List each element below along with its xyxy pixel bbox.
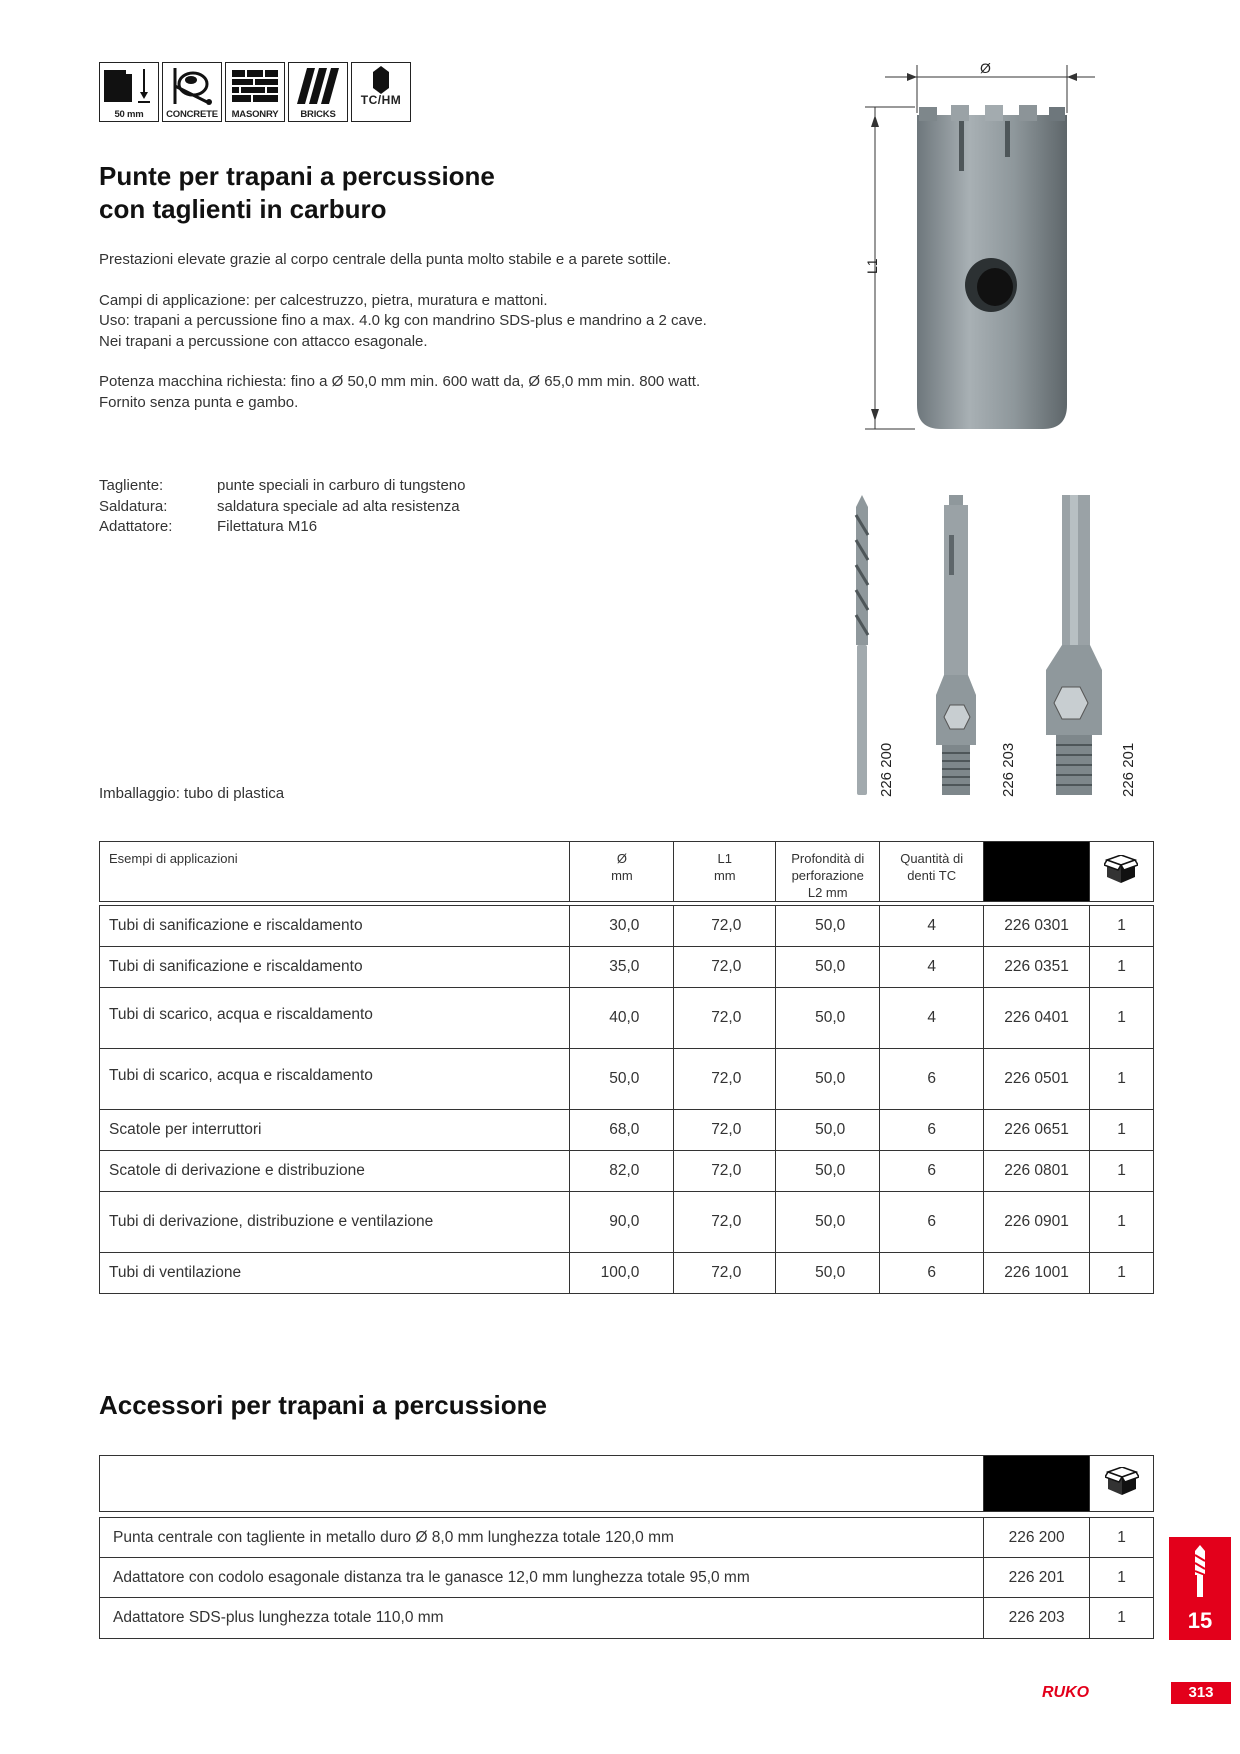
power-line: Potenza macchina richiesta: fino a Ø 50,0 mm min. 600 watt da, Ø 65,0 mm min. 800 watt. <box>99 373 701 390</box>
product-description <box>99 250 779 413</box>
box-icon <box>1105 1467 1139 1497</box>
icon-label: 50 mm <box>114 109 144 120</box>
cell-pack-qty: 1 <box>1090 1558 1154 1598</box>
drill-bit-icon <box>1191 1545 1209 1597</box>
cell-description: Adattatore con codolo esagonale distanza tra le ganasce 12,0 mm lunghezza totale 95,0 mm <box>100 1558 984 1598</box>
col-teeth-line: denti TC <box>907 868 957 883</box>
cell-application: Tubi di derivazione, distribuzione e ventilazione <box>100 1192 570 1253</box>
roof-tiles-icon <box>293 66 343 106</box>
table-row[interactable] <box>100 906 1154 947</box>
spec-value: punte speciali in carburo di tungsteno <box>217 477 466 494</box>
concrete-badge <box>162 62 222 122</box>
cell-depth: 50,0 <box>776 1110 880 1151</box>
cell-application: Tubi di scarico, acqua e riscaldamento <box>100 1049 570 1110</box>
cell-description: Punta centrale con tagliente in metallo duro Ø 8,0 mm lunghezza totale 120,0 mm <box>100 1518 984 1558</box>
cell-diameter: 40,0 <box>570 988 674 1049</box>
cell-pack-qty: 1 <box>1090 988 1154 1049</box>
col-diameter <box>570 842 674 902</box>
cell-pack-qty: 1 <box>1090 1151 1154 1192</box>
col-l1-unit: mm <box>713 868 736 883</box>
tc-hm-badge <box>351 62 411 122</box>
core-bit-table <box>99 905 1154 1294</box>
core-bit-diagram <box>855 55 1105 445</box>
table-row[interactable] <box>100 1558 1154 1598</box>
section-number: 15 <box>1187 1608 1213 1633</box>
cell-diameter: 50,0 <box>570 1049 674 1110</box>
col-l1-line: L1 <box>717 851 733 866</box>
cell-article-code: 226 0301 <box>984 906 1090 947</box>
accessories-title <box>99 1389 547 1422</box>
cell-depth: 50,0 <box>776 947 880 988</box>
cell-l1: 72,0 <box>674 1151 776 1192</box>
product-title <box>99 160 495 226</box>
cell-depth: 50,0 <box>776 906 880 947</box>
cell-application: Tubi di sanificazione e riscaldamento <box>100 906 570 947</box>
cell-pack-qty: 1 <box>1090 1518 1154 1558</box>
pilot-drill-drawing <box>856 495 868 795</box>
usage-line: Nei trapani a percussione con attacco esagonale. <box>99 332 428 350</box>
col-pack-qty <box>1089 842 1153 902</box>
spec-row <box>99 517 466 538</box>
col-depth-line: Profondità di <box>791 851 865 866</box>
col-teeth-line: Quantità di <box>900 851 964 866</box>
cell-article-code: 226 203 <box>984 1598 1090 1639</box>
cell-article-code: 226 0801 <box>984 1151 1090 1192</box>
table-row[interactable] <box>100 1192 1154 1253</box>
product-title-line-2: con taglienti in carburo <box>99 194 387 224</box>
cell-teeth: 6 <box>880 1049 984 1110</box>
icon-label: BRICKS <box>300 109 336 120</box>
table-row[interactable] <box>100 1518 1154 1558</box>
cell-diameter: 35,0 <box>570 947 674 988</box>
concrete-mixer-icon <box>167 66 217 106</box>
table-row[interactable] <box>100 1110 1154 1151</box>
cell-l1: 72,0 <box>674 1110 776 1151</box>
page-number: 313 <box>1171 1682 1231 1704</box>
cell-pack-qty: 1 <box>1090 1598 1154 1639</box>
accessory-code-226-201: 226 201 <box>1120 742 1137 797</box>
section-tab[interactable] <box>1169 1537 1231 1640</box>
spec-key: Adattatore: <box>99 518 173 535</box>
spec-value: Filettatura M16 <box>217 518 318 535</box>
spec-list <box>99 476 466 538</box>
carbide-tooth-icon <box>356 66 406 94</box>
cell-application: Tubi di sanificazione e riscaldamento <box>100 947 570 988</box>
col-diameter-line: Ø <box>616 851 627 866</box>
box-icon <box>1104 855 1138 885</box>
length-label: L1 <box>864 258 880 274</box>
cell-depth: 50,0 <box>776 1049 880 1110</box>
col-article-code <box>984 842 1090 902</box>
cell-article-code: 226 0651 <box>984 1110 1090 1151</box>
brand-logo: RUKO <box>1042 1684 1090 1701</box>
cell-teeth: 6 <box>880 1151 984 1192</box>
col-depth-line: perforazione <box>791 868 864 883</box>
intro-text: Prestazioni elevate grazie al corpo centrale della punta molto stabile e a parete sottile. <box>99 251 671 268</box>
cell-diameter: 68,0 <box>570 1110 674 1151</box>
cell-article-code: 226 0901 <box>984 1192 1090 1253</box>
col-description <box>100 1456 984 1512</box>
spec-key: Saldatura: <box>99 497 168 515</box>
cell-depth: 50,0 <box>776 1192 880 1253</box>
cell-teeth: 6 <box>880 1192 984 1253</box>
col-pack-qty <box>1090 1456 1154 1512</box>
cell-pack-qty: 1 <box>1090 1110 1154 1151</box>
cell-application: Tubi di ventilazione <box>100 1253 570 1294</box>
core-bit-table-header <box>99 841 1154 902</box>
cell-pack-qty: 1 <box>1090 1049 1154 1110</box>
cell-article-code: 226 0501 <box>984 1049 1090 1110</box>
cell-pack-qty: 1 <box>1090 906 1154 947</box>
depth-50mm-badge <box>99 62 159 122</box>
cell-l1: 72,0 <box>674 1253 776 1294</box>
table-row[interactable] <box>100 1049 1154 1110</box>
cell-l1: 72,0 <box>674 947 776 988</box>
packaging-text: Imballaggio: tubo di plastica <box>99 785 285 802</box>
cell-article-code: 226 200 <box>984 1518 1090 1558</box>
col-application: Esempi di applicazioni <box>100 842 570 902</box>
icon-label: TC/HM <box>360 93 402 107</box>
cell-article-code: 226 201 <box>984 1558 1090 1598</box>
usage-line: Campi di applicazione: per calcestruzzo, pietra, muratura e mattoni. <box>99 291 548 309</box>
icon-label: CONCRETE <box>166 109 218 120</box>
accessory-code-226-203: 226 203 <box>1000 742 1017 797</box>
bricks-badge <box>288 62 348 122</box>
table-row[interactable] <box>100 988 1154 1049</box>
cell-application: Scatole di derivazione e distribuzione <box>100 1151 570 1192</box>
col-l1 <box>674 842 776 902</box>
masonry-bricks-icon <box>230 66 280 106</box>
cell-diameter: 82,0 <box>570 1151 674 1192</box>
cell-l1: 72,0 <box>674 1049 776 1110</box>
cell-depth: 50,0 <box>776 1253 880 1294</box>
table-row[interactable] <box>100 1598 1154 1639</box>
cell-teeth: 6 <box>880 1253 984 1294</box>
col-article-code <box>984 1456 1090 1512</box>
cell-description: Adattatore SDS-plus lunghezza totale 110,0 mm <box>100 1598 984 1639</box>
spec-value: saldatura speciale ad alta resistenza <box>217 497 460 515</box>
spec-row <box>99 476 466 497</box>
cell-application: Tubi di scarico, acqua e riscaldamento <box>100 988 570 1049</box>
hex-shank-adapter-drawing <box>1046 495 1102 795</box>
cell-diameter: 100,0 <box>570 1253 674 1294</box>
accessories-heading: Accessori per trapani a percussione <box>99 1390 547 1420</box>
spec-key: Tagliente: <box>99 477 164 494</box>
cell-diameter: 90,0 <box>570 1192 674 1253</box>
col-depth-unit: L2 mm <box>807 885 848 900</box>
power-line: Fornito senza punta e gambo. <box>99 393 299 411</box>
col-teeth <box>880 842 984 902</box>
accessories-table <box>99 1517 1154 1639</box>
cell-diameter: 30,0 <box>570 906 674 947</box>
table-row[interactable] <box>100 947 1154 988</box>
table-row[interactable] <box>100 1151 1154 1192</box>
col-diameter-unit: mm <box>611 868 633 883</box>
cell-l1: 72,0 <box>674 1192 776 1253</box>
col-depth <box>776 842 880 902</box>
usage-line: Uso: trapani a percussione fino a max. 4.0 kg con mandrino SDS-plus e mandrino a 2 cave. <box>99 312 707 329</box>
cell-l1: 72,0 <box>674 988 776 1049</box>
cell-teeth: 6 <box>880 1110 984 1151</box>
sds-plus-adapter-drawing <box>936 495 976 795</box>
cell-teeth: 4 <box>880 947 984 988</box>
diameter-label: Ø <box>980 60 991 76</box>
icon-label: MASONRY <box>231 109 279 120</box>
masonry-badge <box>225 62 285 122</box>
cell-depth: 50,0 <box>776 1151 880 1192</box>
cell-l1: 72,0 <box>674 906 776 947</box>
cell-application: Scatole per interruttori <box>100 1110 570 1151</box>
cell-pack-qty: 1 <box>1090 1192 1154 1253</box>
cell-pack-qty: 1 <box>1090 1253 1154 1294</box>
cell-article-code: 226 1001 <box>984 1253 1090 1294</box>
accessories-table-header <box>99 1455 1154 1512</box>
cell-article-code: 226 0401 <box>984 988 1090 1049</box>
spec-row <box>99 497 466 518</box>
product-title-line-1: Punte per trapani a percussione <box>99 161 495 191</box>
cell-article-code: 226 0351 <box>984 947 1090 988</box>
accessory-code-226-200: 226 200 <box>878 742 895 797</box>
cell-depth: 50,0 <box>776 988 880 1049</box>
cell-teeth: 4 <box>880 988 984 1049</box>
table-row[interactable] <box>100 1253 1154 1294</box>
depth-50mm-icon <box>104 66 154 106</box>
material-icon-strip <box>99 62 411 124</box>
cell-pack-qty: 1 <box>1090 947 1154 988</box>
cell-teeth: 4 <box>880 906 984 947</box>
